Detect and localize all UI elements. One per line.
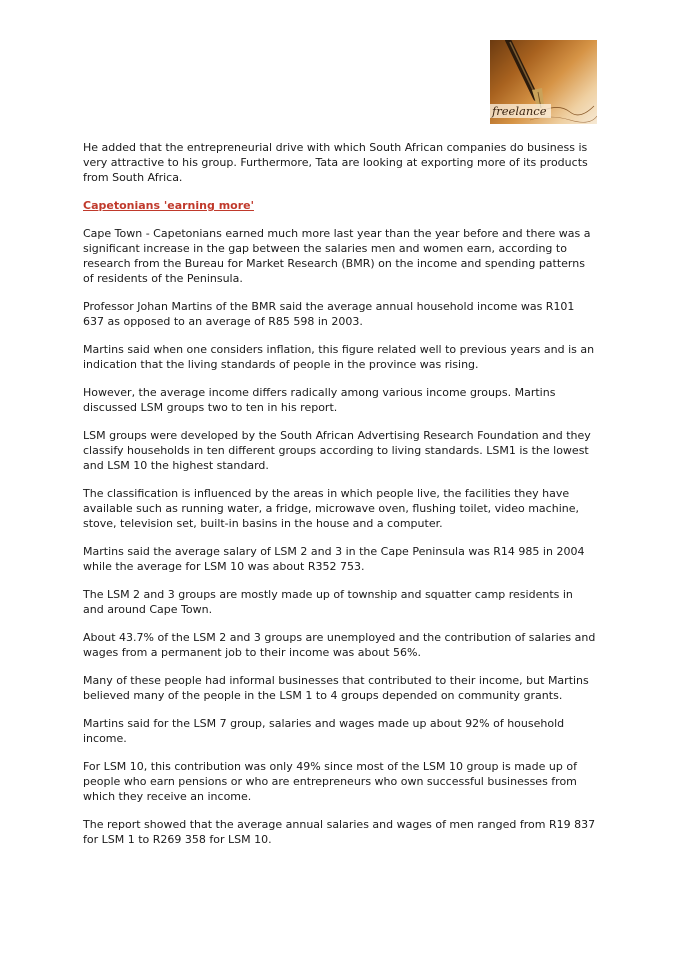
paragraph: Martins said the average salary of LSM 2 and 3 in the Cape Peninsula was R14 985 in 2004 while the average for LSM 10 was about R352 753. xyxy=(83,545,585,573)
paragraph: However, the average income differs radically among various income groups. Martins discussed LSM groups two to ten in his report. xyxy=(83,386,556,414)
paragraph: Professor Johan Martins of the BMR said the average annual household income was R101 637 as opposed to an average of R85 598 in 2003. xyxy=(83,300,575,328)
article-heading: Capetonians 'earning more' xyxy=(83,199,254,212)
freelance-logo xyxy=(490,40,597,124)
paragraph: Cape Town - Capetonians earned much more last year than the year before and there was a significant increase in the gap between the salaries men and women earn, according to research from the Bureau for Market Research (BMR) on the income and spending patterns of residents of the Peninsula. xyxy=(83,227,591,285)
paragraph: Martins said when one considers inflation, this figure related well to previous years and is an indication that the living standards of people in the province was rising. xyxy=(83,343,595,371)
paragraph: The LSM 2 and 3 groups are mostly made up of township and squatter camp residents in and around Cape Town. xyxy=(83,588,573,616)
paragraph: Martins said for the LSM 7 group, salaries and wages made up about 92% of household income. xyxy=(83,717,565,745)
logo-text: freelance xyxy=(490,104,551,118)
paragraph: About 43.7% of the LSM 2 and 3 groups are unemployed and the contribution of salaries and wages from a permanent job to their income was about 56%. xyxy=(83,631,596,659)
paragraph: For LSM 10, this contribution was only 49% since most of the LSM 10 group is made up of people who earn pensions or who are entrepreneurs who own successful businesses from which they receive an income. xyxy=(83,760,577,803)
paragraph: The classification is influenced by the areas in which people live, the facilities they have available such as running water, a fridge, microwave oven, flushing toilet, video machine, stove, television set, built-in basins in the house and a computer. xyxy=(83,487,579,530)
article-body xyxy=(83,140,597,860)
paragraph: LSM groups were developed by the South African Advertising Research Foundation and they classify households in ten different groups according to living standards. LSM1 is the lowest and LSM 10 the highest standard. xyxy=(83,429,591,472)
intro-paragraph: He added that the entrepreneurial drive with which South African companies do business is very attractive to his group. Furthermore, Tata are looking at exporting more of its products from South Africa. xyxy=(83,141,588,184)
paragraph: The report showed that the average annual salaries and wages of men ranged from R19 837 for LSM 1 to R269 358 for LSM 10. xyxy=(83,818,596,846)
paragraph: Many of these people had informal businesses that contributed to their income, but Martins believed many of the people in the LSM 1 to 4 groups depended on community grants. xyxy=(83,674,589,702)
